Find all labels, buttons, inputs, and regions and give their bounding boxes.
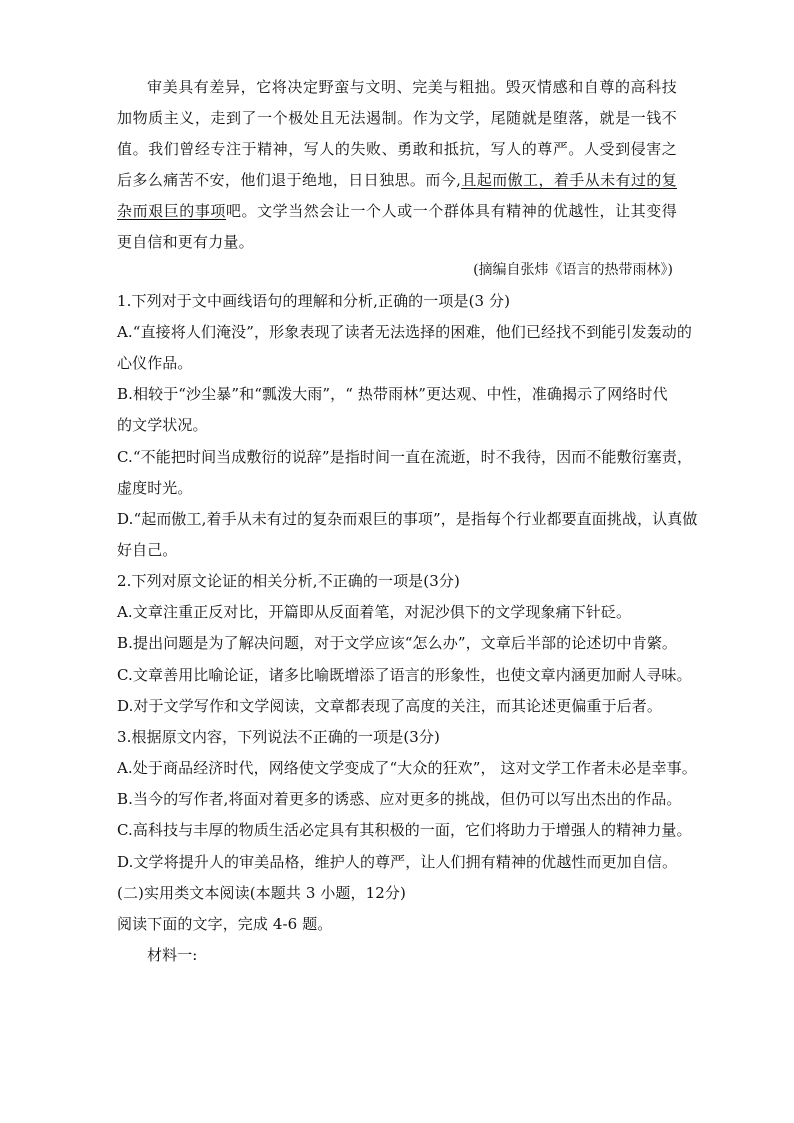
q1-stem: 1.下列对于文中画线语句的理解和分析,正确的一项是(3 分) bbox=[117, 292, 511, 310]
passage-paragraph bbox=[117, 72, 677, 258]
q3-option-d: D.文学将提升人的审美品格，维护人的尊严，让人们拥有精神的优越性而更加自信。 bbox=[117, 853, 678, 871]
q2-option-a: A.文章注重正反对比，开篇即从反面着笔，对泥沙俱下的文学现象痛下针砭。 bbox=[117, 603, 632, 621]
q1-option-b-line2: 的文学状况。 bbox=[117, 416, 208, 434]
q3-stem: 3.根据原文内容，下列说法不正确的一项是(3分) bbox=[117, 728, 440, 746]
q1-option-d-line2: 好自己。 bbox=[117, 541, 178, 559]
q1-option-a-line1: A.“直接将人们淹没”，形象表现了读者无法选择的困难，他们已经找不到能引发轰动的 bbox=[117, 323, 692, 341]
q1-option-c-line1: C.“不能把时间当成敷衍的说辞”是指时间一直在流逝，时不我待，因而不能敷衍塞责， bbox=[117, 448, 693, 466]
section2-heading: (二)实用类文本阅读(本题共 3 小题，12分) bbox=[117, 884, 406, 902]
q1-option-b-line1: B.相较于“沙尘暴”和“瓢泼大雨”，“ 热带雨林”更达观、中性，准确揭示了网络时代 bbox=[117, 385, 668, 403]
q1-option-d-line1: D.“起而傲工,着手从未有过的复杂而艰巨的事项”，是指每个行业都要直面挑战，认真做 bbox=[117, 510, 698, 528]
passage-underlined-sentence: 且起而傲工，着手从未有过的复杂而艰巨的事项 bbox=[117, 171, 677, 220]
passage-text-after: 吧。文学当然会让一个人或一个群体具有精神的优越性，让其变得更自信和更有力量。 bbox=[117, 202, 677, 251]
q1-option-c-line2: 虚度时光。 bbox=[117, 479, 193, 497]
passage-source: (摘编自张炜《语言的热带雨林》) bbox=[473, 262, 673, 278]
section2-instruction: 阅读下面的文字，完成 4-6 题。 bbox=[117, 915, 333, 933]
passage-text-before: 审美具有差异，它将决定野蛮与文明、完美与粗拙。毁灭情感和自尊的高科技加物质主义，走到了一个极处且无法遏制。作为文学，尾随就是堕落，就是一钱不值。我们曾经专注于精神，写人的失败、勇敢和抵抗，写人的尊严。人受到侵害之后多么痛苦不安，他们退于绝地，日日独思。而今, bbox=[117, 78, 677, 189]
q3-option-c: C.高科技与丰厚的物质生活必定具有其积极的一面，它们将助力于增强人的精神力量。 bbox=[117, 821, 692, 839]
q2-option-b: B.提出问题是为了解决问题，对于文学应该“怎么办”，文章后半部的论述切中肯綮。 bbox=[117, 634, 678, 652]
q3-option-b: B.当今的写作者,将面对着更多的诱惑、应对更多的挑战，但仍可以写出杰出的作品。 bbox=[117, 790, 682, 808]
q3-option-a: A.处于商品经济时代，网络使文学变成了“大众的狂欢”， 这对文学工作者未必是幸事。 bbox=[117, 759, 697, 777]
q2-stem: 2.下列对原文论证的相关分析,不正确的一项是(3分) bbox=[117, 572, 460, 590]
q2-option-c: C.文章善用比喻论证，诸多比喻既增添了语言的形象性，也使文章内涵更加耐人寻味。 bbox=[117, 666, 692, 684]
q2-option-d: D.对于文学写作和文学阅读，文章都表现了高度的关注，而其论述更偏重于后者。 bbox=[117, 697, 662, 715]
q1-option-a-line2: 心仪作品。 bbox=[117, 354, 193, 372]
material-one-label: 材料一: bbox=[147, 946, 198, 964]
